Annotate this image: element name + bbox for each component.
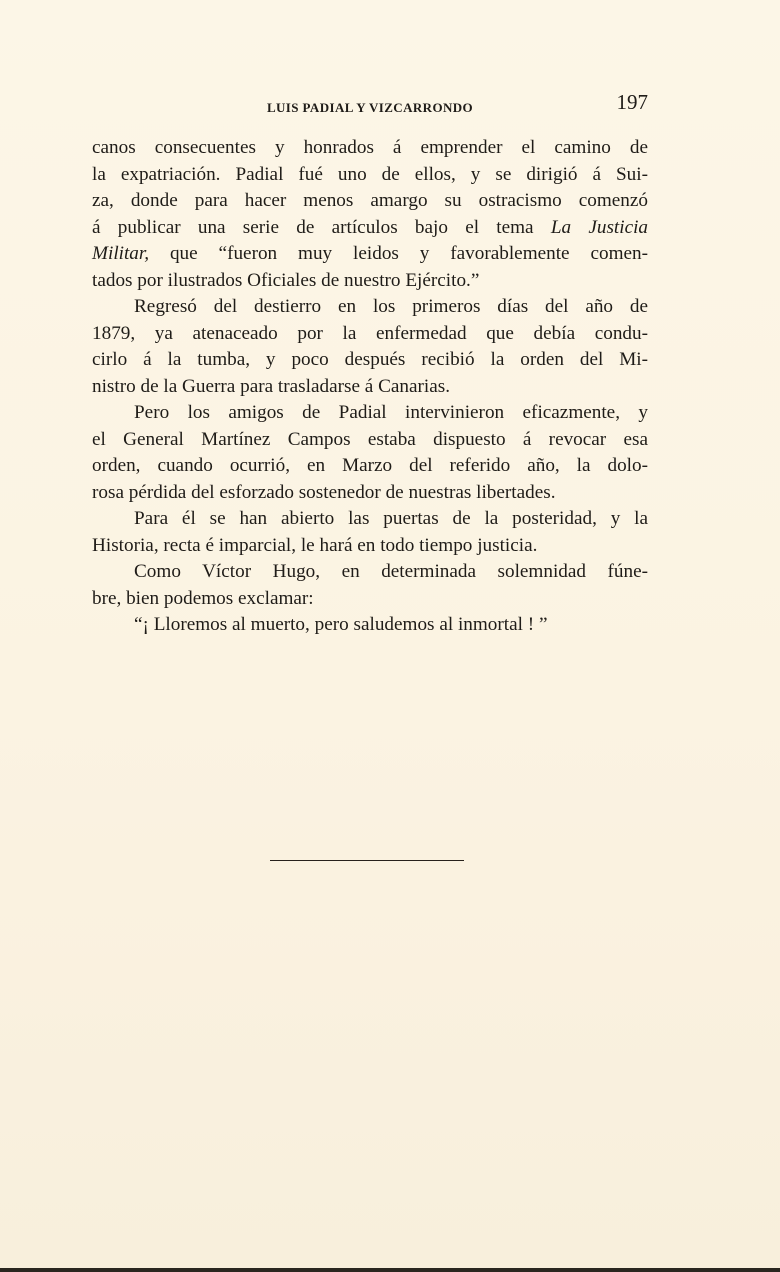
paragraph-final-quote xyxy=(92,612,648,639)
text-line: Pero los amigos de Padial intervinieron eficazmente, y xyxy=(134,402,648,423)
text-line: canos consecuentes y honrados á emprender el camino de xyxy=(92,137,648,158)
text-line: rosa pérdida del esforzado sostenedor de nuestras libertades. xyxy=(92,481,556,503)
text-line: bre, bien podemos exclamar: xyxy=(92,587,314,609)
text-line: Historia, recta é imparcial, le hará en todo tiempo justicia. xyxy=(92,534,538,556)
text-line: Para él se han abierto las puertas de la posteridad, y la xyxy=(134,508,648,529)
text-line: Regresó del destierro en los primeros días del año de xyxy=(134,296,648,317)
text-line: la expatriación. Padial fué uno de ellos, y se dirigió á Sui- xyxy=(92,163,648,185)
italic-title-part: Militar, xyxy=(92,243,150,264)
section-divider xyxy=(270,860,464,861)
body-text xyxy=(92,135,648,639)
paragraph-friends xyxy=(92,400,648,506)
text-segment: á publicar una serie de artículos bajo el tema xyxy=(92,216,534,238)
paragraph-exile xyxy=(92,135,648,294)
running-title: LUIS PADIAL Y VIZCARRONDO xyxy=(266,100,474,115)
running-head xyxy=(92,92,648,120)
text-segment: que “fueron muy leidos y favorablemente comen- xyxy=(169,243,649,264)
paragraph-victor-hugo xyxy=(92,559,648,612)
text-line-with-title xyxy=(92,241,648,268)
text-line: “¡ Lloremos al muerto, pero saludemos al inmortal ! ” xyxy=(134,614,548,635)
page-number: 197 xyxy=(616,90,648,114)
text-line: tados por ilustrados Oficiales de nuestro Ejército.” xyxy=(92,269,480,291)
text-line: orden, cuando ocurrió, en Marzo del referido año, la dolo- xyxy=(92,455,648,476)
italic-title-part: La Justicia xyxy=(550,216,649,238)
text-line: za, donde para hacer menos amargo su ostracismo comenzó xyxy=(92,190,648,211)
text-line-with-title xyxy=(92,215,648,242)
text-line: nistro de la Guerra para trasladarse á Canarias. xyxy=(92,375,450,397)
text-line: Como Víctor Hugo, en determinada solemnidad fúne- xyxy=(134,561,648,582)
paragraph-posterity xyxy=(92,506,648,559)
page-bottom-edge xyxy=(0,1268,780,1272)
text-line: 1879, ya atenaceado por la enfermedad que debía condu- xyxy=(92,322,648,344)
text-line: cirlo á la tumba, y poco después recibió la orden del Mi- xyxy=(92,349,648,370)
paragraph-return xyxy=(92,294,648,400)
text-line: el General Martínez Campos estaba dispuesto á revocar esa xyxy=(92,428,648,450)
